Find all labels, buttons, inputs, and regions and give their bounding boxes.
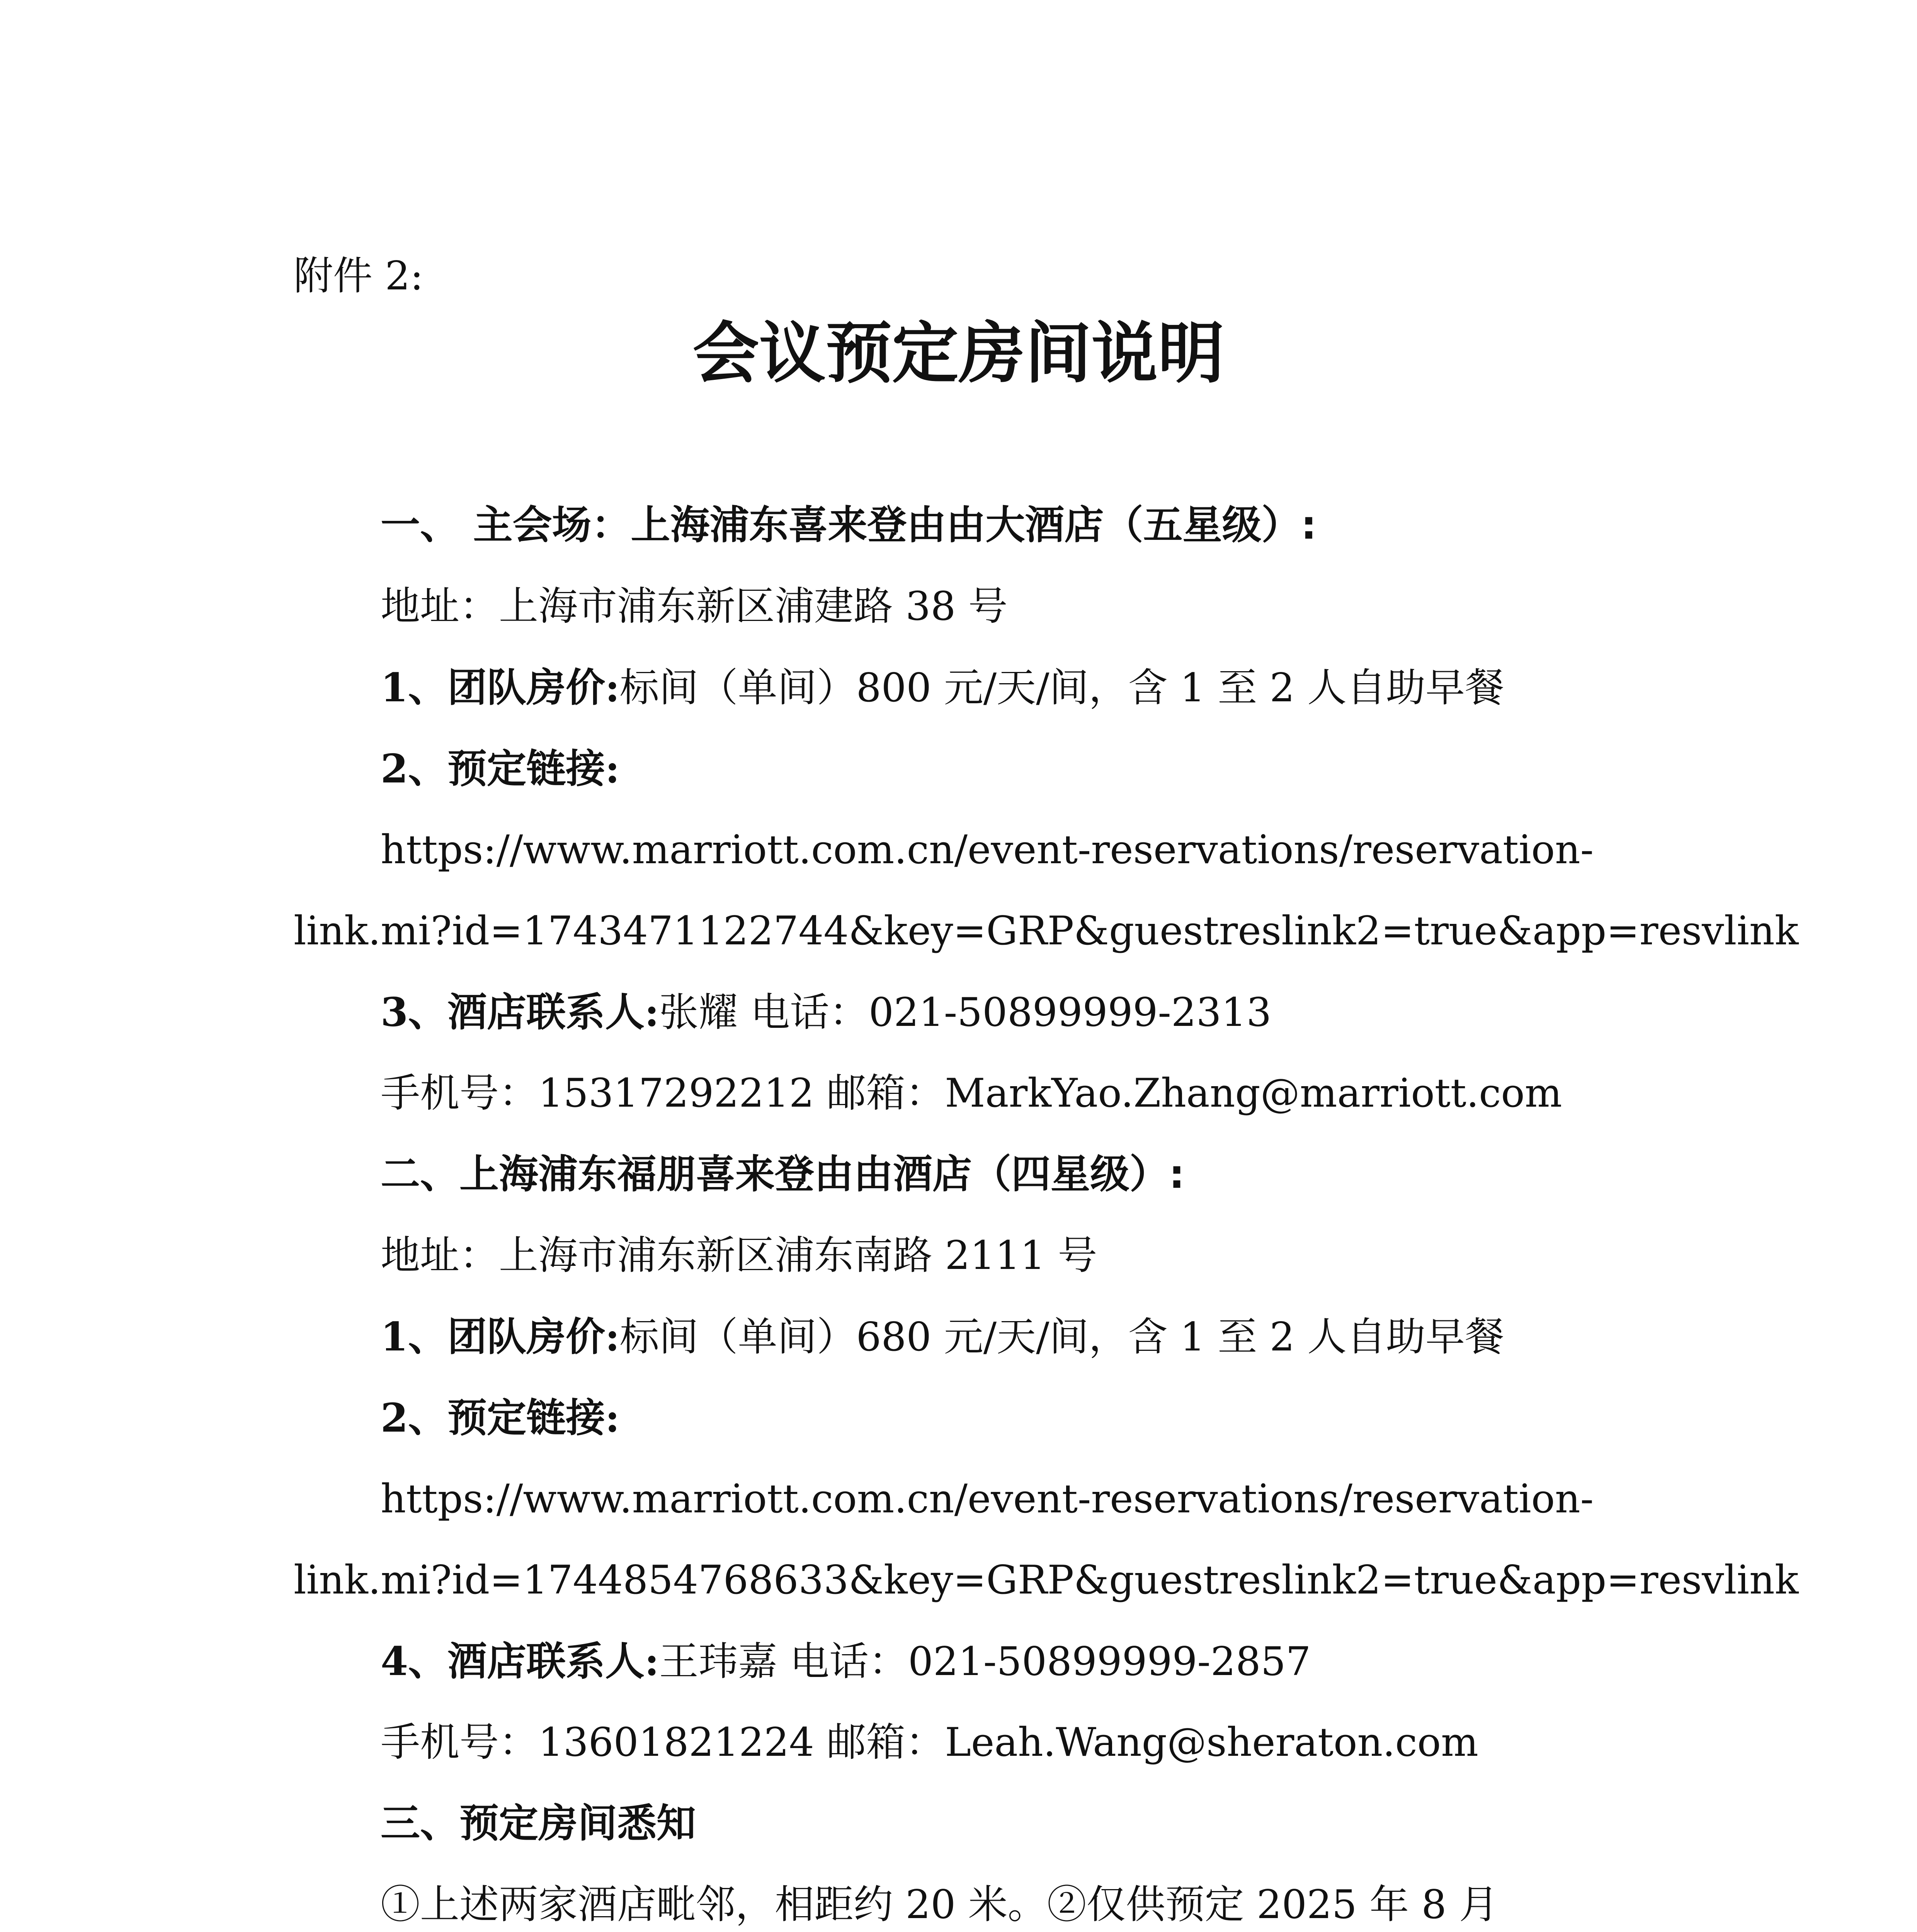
section1-price xyxy=(381,661,1504,715)
section2-heading: 二、上海浦东福朋喜来登由由酒店（四星级）: xyxy=(381,1151,1185,1197)
section1-contact xyxy=(381,985,1271,1040)
section1-link-label: 2、预定链接: xyxy=(381,746,620,792)
section2-address: 地址：上海市浦东新区浦东南路 2111 号 xyxy=(381,1233,1097,1279)
section2-contact-label: 4、酒店联系人: xyxy=(381,1638,659,1685)
section2-contact xyxy=(381,1634,1311,1689)
section1-contact-label: 3、酒店联系人: xyxy=(381,989,659,1036)
section1-price-label: 1、团队房价: xyxy=(381,665,620,711)
section2-price-text: 标间（单间）680 元/天/间，含 1 至 2 人自助早餐 xyxy=(619,1314,1504,1360)
section2-contact-text: 王玮嘉 电话：021-50899999-2857 xyxy=(659,1639,1311,1685)
section1-address: 地址：上海市浦东新区浦建路 38 号 xyxy=(381,583,1008,629)
section1-heading: 一、 主会场：上海浦东喜来登由由大酒店（五星级）: xyxy=(381,502,1317,548)
section1-contact-text: 张耀 电话：021-50899999-2313 xyxy=(659,990,1272,1036)
section2-link-label: 2、预定链接: xyxy=(381,1395,620,1441)
section2-price xyxy=(381,1310,1504,1364)
section1-booking-link-line2[interactable]: link.mi?id=1743471122744&key=GRP&guestreslink2=true&app=resvlink xyxy=(294,908,1799,954)
section1-price-text: 标间（单间）800 元/天/间，含 1 至 2 人自助早餐 xyxy=(619,665,1504,711)
section1-mobile-email: 手机号：15317292212 邮箱：MarkYao.Zhang@marriott.com xyxy=(381,1070,1562,1116)
attachment-label: 附件 2: xyxy=(294,253,424,299)
section2-booking-link-line2[interactable]: link.mi?id=1744854768633&key=GRP&guestreslink2=true&app=resvlink xyxy=(294,1557,1799,1603)
section1-booking-link-line1[interactable]: https://www.marriott.com.cn/event-reservations/reservation- xyxy=(381,827,1594,873)
section3-line: ①上述两家酒店毗邻，相距约 20 米。②仅供预定 2025 年 8 月 xyxy=(381,1882,1499,1928)
page-title: 会议预定房间说明 xyxy=(692,315,1225,392)
section3-heading: 三、预定房间悉知 xyxy=(381,1801,696,1847)
section2-mobile-email: 手机号：13601821224 邮箱：Leah.Wang@sheraton.com xyxy=(381,1719,1478,1765)
section2-price-label: 1、团队房价: xyxy=(381,1314,620,1360)
section2-booking-link-line1[interactable]: https://www.marriott.com.cn/event-reservations/reservation- xyxy=(381,1476,1594,1522)
